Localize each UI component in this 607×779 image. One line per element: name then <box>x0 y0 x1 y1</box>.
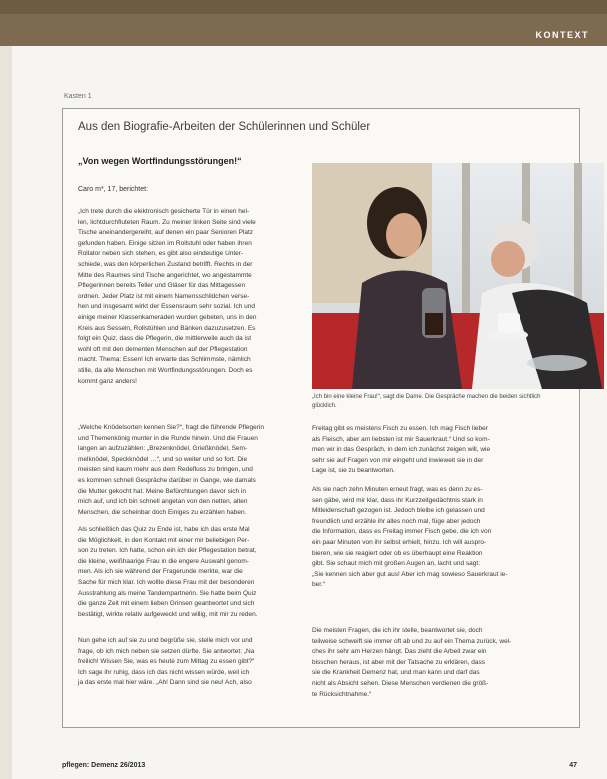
article-subheading: „Von wegen Wortfindungsstörungen!“ <box>78 156 242 166</box>
right-paragraph-3: Die meisten Fragen, die ich ihr stelle, beantwortet sie, doch teilweise schweift sie immer oft ab und zu auf ein Thema zurück, wel- ches ihr sehr am Herzen hängt. Das zieht die Arbeit zwar ein bisschen heraus, ist aber mit der Tatsache zu erklären, dass sie die Krankheit Demenz hat, und man kann und darf das nicht als Absicht sehen. Diese Menschen verdienen die größ- te Rücksichtnahme.“ <box>312 627 512 698</box>
right-paragraph-1: Freitag gibt es meistens Fisch zu essen. Ich mag Fisch lieber als Fleisch, aber am liebsten ist mir Sauerkraut.“ Und so kom- men wir in das Gespräch, in dem ich zunächst zeigen will, wie sehr sie auf Fragen von mir eingeht und inwieweit sie in der Lage ist, sie zu beantworten. <box>312 425 491 475</box>
photo-illustration <box>312 163 604 389</box>
header-strip <box>0 0 607 14</box>
section-label: KONTEXT <box>535 30 589 40</box>
page-gutter <box>0 46 12 779</box>
header-bar <box>0 0 607 46</box>
journal-footer: pflegen: Demenz 26/2013 <box>62 762 146 769</box>
left-paragraph-1: „Ich trete durch die elektronisch gesicherte Tür in einen hel- len, lichtdurchfluteten Raum. Zu meiner linken Seite sind viele Tische aneinandergereiht, auf denen ein paar Senioren Platz gefunden haben. Einige sitzen im Rollstuhl oder haben ihren Rollator neben sich stehen, es gibt also eindeutige Unter- schiede, was den körperlichen Zustand betrifft. Rechts in der Mitte des Raumes sind Tische angerichtet, wo angestammte Pflegerinnen bereits Teller und Gläser für das Mittagessen ordnen. Jeder Platz ist mit einem Namensschildchen verse- hen und insgesamt wirkt der Essensraum sehr sozial. Ich und einige meiner Klassenkameraden wurden gebeten, uns in den Kreis aus Sesseln, Rollstühlen und Bänken dazuzusetzen. Es folgt ein Quiz, dass die Pflegerin, die mittlerweile auch da ist wohl oft mit den dementen Menschen auf der Pflegestation macht. Thema: Essen! Ich erwarte das Schlimmste, nämlich stille, da alle Menschen mit Wortfindungsstörungen. Doch es kommt ganz anders! <box>78 208 257 385</box>
page-number: 47 <box>569 762 577 769</box>
right-paragraph-2: Als sie nach zehn Minuten erneut fragt, was es denn zu es- sen gäbe, wird mir klar, dass ihr Kurzzeitgedächtnis stark in Mitleidenschaft gezogen ist. Jedoch bleibe ich gelassen und freundlich und erzähle ihr alles noch mal, füge aber jedoch die Information, dass es Freitag immer Fisch gebe, die ich von ein paar Minuten von ihr selbst erhielt, hinzu. Ich will auspro- bieren, wie sie reagiert oder ob es überhaupt eine Reaktion gibt. Sie schaut mich mit großen Augen an, lacht und sagt: „Sie kennen sich aber gut aus! Aber ich mag sowieso Sauerkraut ie- ber.“ <box>312 486 508 589</box>
left-paragraph-2: „Welche Knödelsorten kennen Sie?“, fragt die führende Pflegerin und Themenkönig munter in die Runde hinein. Und die Frauen langen an aufzuzählen: „Brezenknödel, Grießknödel, Sem- melknödel, Speckknödel …“, und so weiter und so fort. Die meisten sind kaum mehr aus dem Redefluss zu bringen, und es kommen schnell Gespräche darüber in Gange, wie damals die Mutter gekocht hat. Meine Befürchtungen davor sich in mich auf, und ich bin schnell angetan von den netten, alten Menschen, die scheinbar doch Einiges zu erzählen haben. <box>78 424 264 516</box>
source-label: Kasten 1 <box>64 93 92 100</box>
box-heading: Aus den Biografie-Arbeiten der Schülerinnen und Schüler <box>78 121 371 133</box>
author-line: Caro m*, 17, berichtet: <box>78 186 149 193</box>
photo-caption: „Ich bin eine kleine Frau!“, sagt die Dame. Die Gespräche machen die beiden sichtlich glücklich. <box>312 394 541 409</box>
article-photo <box>312 163 604 389</box>
left-paragraph-3: Als schließlich das Quiz zu Ende ist, habe ich das erste Mal die Möglichkeit, in den Kontakt mit einer mir beliebigen Per- son zu treten. Ich hatte, schon ein ich der Pflegestation betrat, die kleine, weißhaarige Frau in die engere Auswahl genom- men. Als ich sie während der Fragerunde merkte, war die Sache für mich klar. Ich wollte diese Frau mit der besonderen Ausstrahlung als meine Tandempartnerin. Sie hatte beim Quiz die ganze Zeit mit einem lieben Grinsen geantwortet und sich bestätigt, wirkte relativ aufgeweckt und willig, mit mir zu reden. <box>78 526 258 618</box>
left-paragraph-4: Nun gehe ich auf sie zu und begrüße sie, stelle mich vor und frage, ob ich mich neben sie setzen dürfte. Sie antwortet: „Na freilich! Wissen Sie, was es heute zum Mittag zu essen gibt?“ Ich sage ihr ruhig, dass ich das nicht wissen würde, weil ich ja das erste mal hier wäre. „Ah! Dann sind sie neu! Ach, also <box>78 637 255 687</box>
